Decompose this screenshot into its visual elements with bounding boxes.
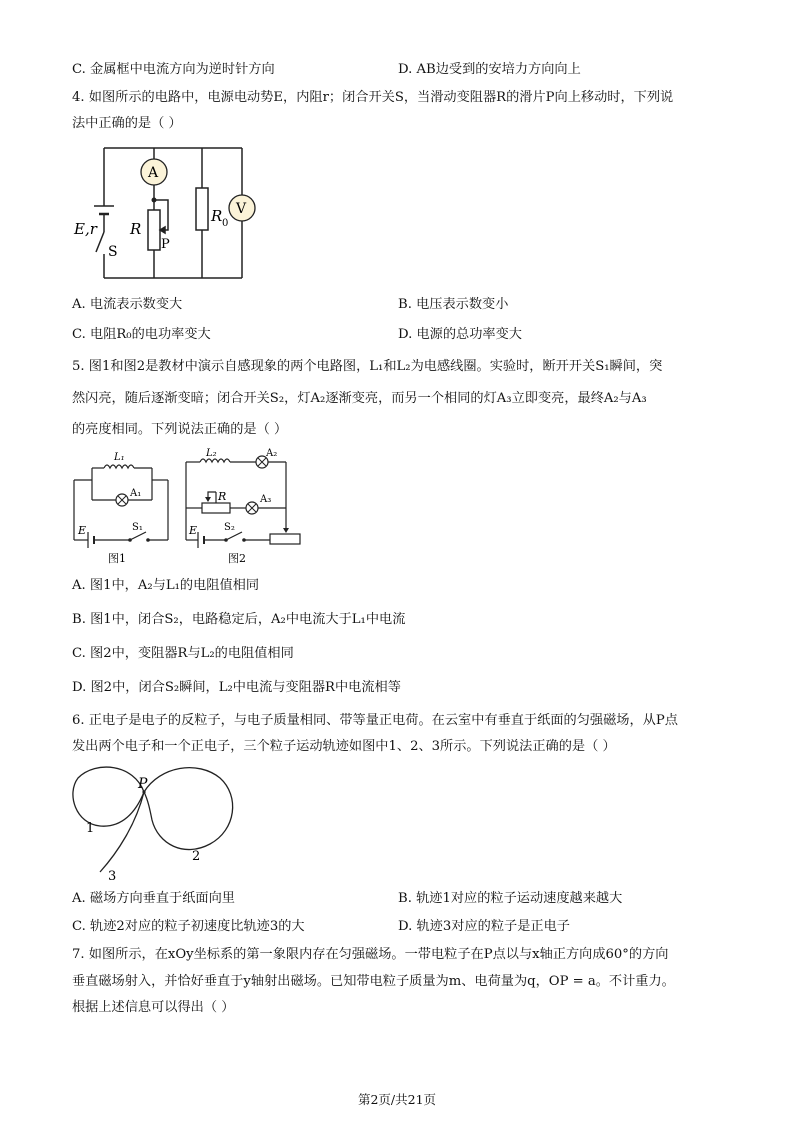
q6-trajectory-diagram: [68, 760, 248, 882]
fig2-caption: 图2: [228, 552, 246, 565]
rheostat-label: R: [130, 220, 142, 238]
a2-label: A₂: [266, 448, 278, 459]
q5-stem-line1: 5. 图1和图2是教材中演示自感现象的两个电路图，L₁和L₂为电感线圈。实验时，断开开关S₁瞬间，突: [72, 359, 663, 374]
s1-label: S₁: [132, 522, 143, 533]
q4-stem-line2: 法中正确的是（ ）: [72, 116, 182, 131]
q7-stem-line1: 7. 如图所示，在xOy坐标系的第一象限内存在匀强磁场。一带电粒子在P点以与x轴正方向成60°的方向: [72, 947, 669, 962]
rheostat-r-label: R: [218, 490, 227, 503]
page-footer: 第2页/共21页: [357, 1092, 437, 1107]
q3-option-d: D. AB边受到的安培力方向向上: [398, 62, 581, 77]
q5-option-a: A. 图1中，A₂与L₁的电阻值相同: [72, 578, 260, 593]
q6-stem-line2: 发出两个电子和一个正电子，三个粒子运动轨迹如图中1、2、3所示。下列说法正确的是（ ）: [72, 739, 616, 754]
track-3-label: 3: [108, 869, 117, 882]
voltmeter-label: V: [236, 201, 247, 217]
q5-option-d: D. 图2中，闭合S₂瞬间，L₂中电流与变阻器R中电流相等: [72, 680, 401, 695]
q4-option-c: C. 电阻R₀的电功率变大: [72, 327, 211, 342]
ammeter-label: A: [148, 165, 159, 181]
q4-option-d: D. 电源的总功率变大: [398, 327, 522, 342]
q5-figure-1: [70, 448, 182, 568]
q5-figure-2: [180, 448, 308, 568]
q7-stem-line3: 根据上述信息可以得出（ ）: [72, 1000, 235, 1015]
q5-option-c: C. 图2中，变阻器R与L₂的电阻值相同: [72, 646, 294, 661]
switch-label: S: [108, 244, 118, 260]
q4-circuit-diagram: [70, 138, 280, 288]
e2-label: E: [189, 524, 198, 537]
q4-option-a: A. 电流表示数变大: [72, 297, 183, 312]
l2-label: L₂: [206, 448, 217, 459]
q6-option-c: C. 轨迹2对应的粒子初速度比轨迹3的大: [72, 919, 305, 934]
r0-label: R: [211, 207, 223, 225]
s2-label: S₂: [224, 522, 235, 533]
fig1-caption: 图1: [108, 552, 126, 565]
q3-option-c: C. 金属框中电流方向为逆时针方向: [72, 62, 275, 77]
q6-option-d: D. 轨迹3对应的粒子是正电子: [398, 919, 570, 934]
a3-label: A₃: [260, 494, 272, 505]
e1-label: E: [78, 524, 87, 537]
q4-option-b: B. 电压表示数变小: [398, 297, 509, 312]
track-1-label: 1: [86, 821, 95, 836]
point-p-label: P: [138, 776, 148, 792]
q7-stem-line2: 垂直磁场射入，并恰好垂直于y轴射出磁场。已知带电粒子质量为m、电荷量为q，OP = a。不计重力。: [72, 974, 675, 989]
track-2-label: 2: [192, 849, 201, 864]
q5-stem-line2: 然闪亮，随后逐渐变暗；闭合开关S₂，灯A₂逐渐变亮，而另一个相同的灯A₃立即变亮，最终A₂与A₃: [72, 391, 647, 406]
q5-option-b: B. 图1中，闭合S₂，电路稳定后，A₂中电流大于L₁中电流: [72, 612, 406, 627]
q6-option-b: B. 轨迹1对应的粒子运动速度越来越大: [398, 891, 623, 906]
q6-option-a: A. 磁场方向垂直于纸面向里: [72, 891, 235, 906]
slider-label: P: [161, 237, 170, 252]
a1-label: A₁: [130, 488, 142, 499]
emf-label: E,r: [74, 220, 97, 238]
q4-stem-line1: 4. 如图所示的电路中，电源电动势E，内阻r；闭合开关S，当滑动变阻器R的滑片P向上移动时，下列说: [72, 90, 674, 105]
l1-label: L₁: [114, 452, 125, 463]
r0-subscript: 0: [222, 218, 229, 229]
q6-stem-line1: 6. 正电子是电子的反粒子，与电子质量相同、带等量正电荷。在云室中有垂直于纸面的匀强磁场，从P点: [72, 713, 678, 728]
q5-stem-line3: 的亮度相同。下列说法正确的是（ ）: [72, 422, 288, 437]
